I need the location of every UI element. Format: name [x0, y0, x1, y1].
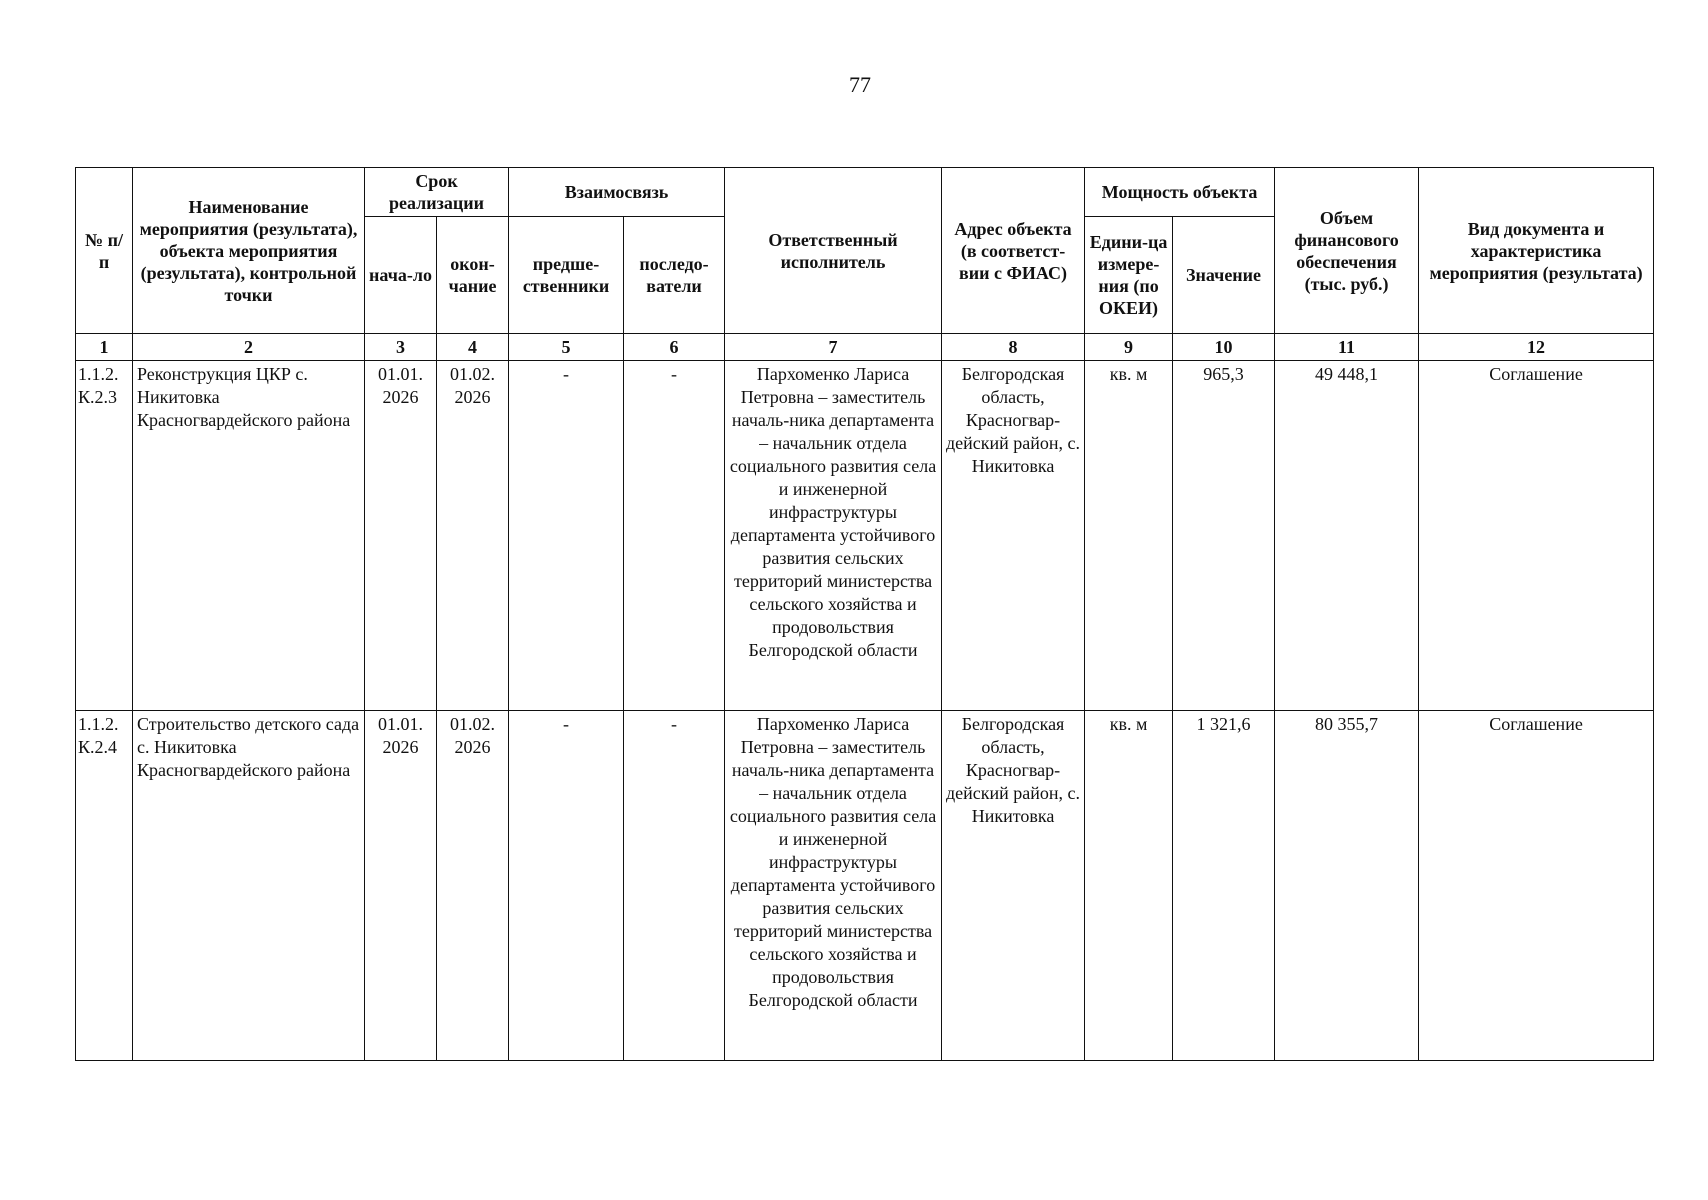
column-number: 2	[133, 334, 365, 361]
header-name: Наименование мероприятия (результата), объекта мероприятия (результата), контрольной точки	[133, 168, 365, 334]
header-succ: последо-ватели	[624, 217, 725, 334]
row-unit: кв. м	[1085, 361, 1173, 711]
header-value: Значение	[1173, 217, 1275, 334]
column-number: 8	[942, 334, 1085, 361]
row-predecessors: -	[509, 361, 624, 711]
column-number-row	[76, 334, 1654, 361]
column-number: 11	[1275, 334, 1419, 361]
column-number: 9	[1085, 334, 1173, 361]
row-unit: кв. м	[1085, 711, 1173, 1061]
column-number: 4	[437, 334, 509, 361]
row-start-date: 01.01. 2026	[365, 361, 437, 711]
column-number: 5	[509, 334, 624, 361]
column-number: 12	[1419, 334, 1654, 361]
row-successors: -	[624, 711, 725, 1061]
row-start-date: 01.01. 2026	[365, 711, 437, 1061]
header-pred: предше-ственники	[509, 217, 624, 334]
header-start: нача-ло	[365, 217, 437, 334]
row-end-date: 01.02. 2026	[437, 361, 509, 711]
row-address: Белгородская область, Красногвар-дейский район, с. Никитовка	[942, 711, 1085, 1061]
header-unit: Едини-ца измере-ния (по ОКЕИ)	[1085, 217, 1173, 334]
row-finance: 80 355,7	[1275, 711, 1419, 1061]
column-number: 10	[1173, 334, 1275, 361]
header-responsible: Ответственный исполнитель	[725, 168, 942, 334]
column-number: 6	[624, 334, 725, 361]
page-number: 77	[849, 72, 871, 97]
header-row-top	[76, 168, 1654, 217]
row-responsible: Пархоменко Лариса Петровна – заместитель началь-ника департамента – начальник отдела социального развития села и инженерной инфраструктуры департамента устойчивого развития сельских территорий министерства сельского хозяйства и продовольствия Белгородской области	[725, 711, 942, 1061]
row-responsible: Пархоменко Лариса Петровна – заместитель началь-ника департамента – начальник отдела социального развития села и инженерной инфраструктуры департамента устойчивого развития сельских территорий министерства сельского хозяйства и продовольствия Белгородской области	[725, 361, 942, 711]
row-name: Реконструкция ЦКР с. Никитовка Красногвардейского района	[133, 361, 365, 711]
row-document: Соглашение	[1419, 361, 1654, 711]
header-finance: Объем финансового обеспечения (тыс. руб.)	[1275, 168, 1419, 334]
row-finance: 49 448,1	[1275, 361, 1419, 711]
header-term-group: Срок реализации	[365, 168, 509, 217]
row-value: 965,3	[1173, 361, 1275, 711]
row-document: Соглашение	[1419, 711, 1654, 1061]
row-address: Белгородская область, Красногвар-дейский район, с. Никитовка	[942, 361, 1085, 711]
row-value: 1 321,6	[1173, 711, 1275, 1061]
header-no: № п/п	[76, 168, 133, 334]
table-row	[76, 711, 1654, 1061]
header-end: окон-чание	[437, 217, 509, 334]
row-number: 1.1.2. К.2.3	[76, 361, 133, 711]
column-number: 7	[725, 334, 942, 361]
header-capacity-group: Мощность объекта	[1085, 168, 1275, 217]
column-number: 1	[76, 334, 133, 361]
row-number: 1.1.2. К.2.4	[76, 711, 133, 1061]
header-relation-group: Взаимосвязь	[509, 168, 725, 217]
header-doc: Вид документа и характеристика мероприятия (результата)	[1419, 168, 1654, 334]
table-row	[76, 361, 1654, 711]
row-name: Строительство детского сада с. Никитовка Красногвардейского района	[133, 711, 365, 1061]
activity-plan-table	[75, 167, 1654, 1061]
column-number: 3	[365, 334, 437, 361]
row-predecessors: -	[509, 711, 624, 1061]
row-end-date: 01.02. 2026	[437, 711, 509, 1061]
header-address: Адрес объекта (в соответст-вии с ФИАС)	[942, 168, 1085, 334]
row-successors: -	[624, 361, 725, 711]
